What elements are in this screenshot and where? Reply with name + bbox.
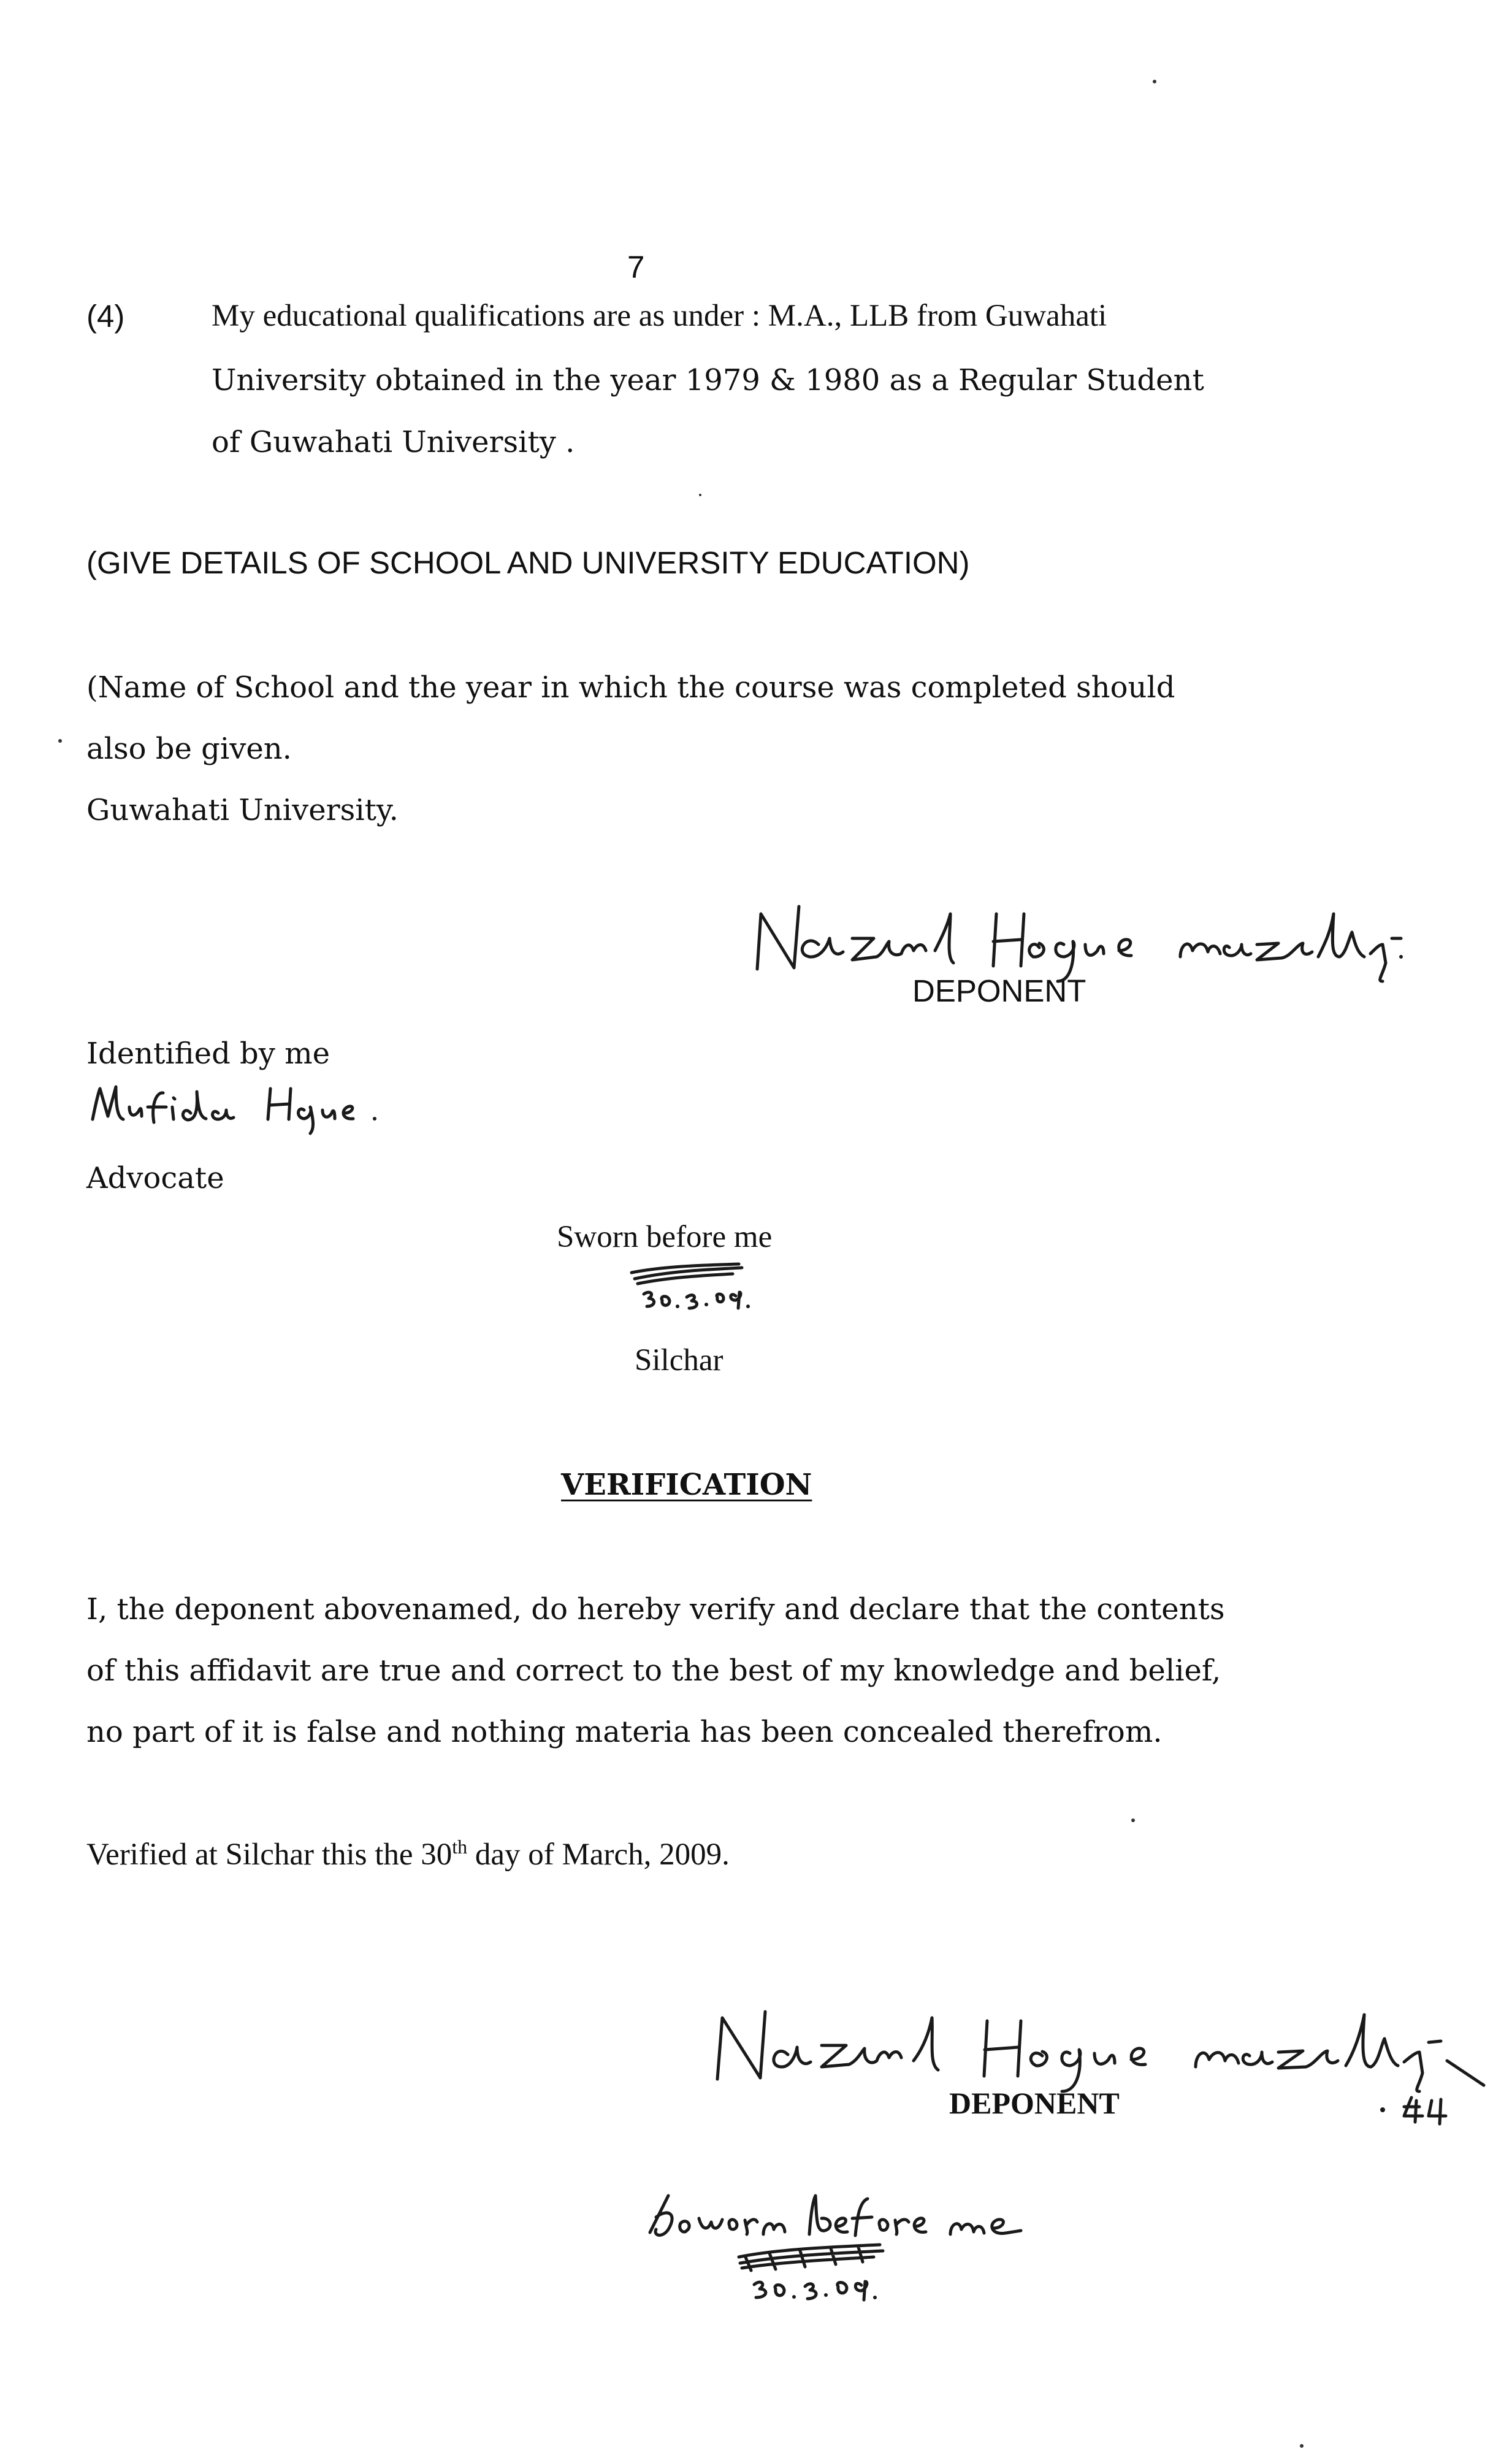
qualifications-line-2: University obtained in the year 1979 & 1980 as a Regular Student — [212, 363, 1204, 397]
scan-speck — [58, 739, 62, 743]
verified-day: 30 — [421, 1837, 452, 1872]
sworn-before-label: Sworn before me — [557, 1220, 773, 1254]
verified-day-suffix: th — [452, 1836, 468, 1858]
annotation-marks — [1373, 2082, 1484, 2131]
scan-speck — [699, 494, 701, 496]
school-name: Guwahati University. — [86, 793, 399, 827]
scan-speck — [1153, 80, 1156, 83]
handwritten-sworn-text — [674, 2208, 679, 2209]
scan-speck — [1131, 1818, 1135, 1822]
verification-line-3: no part of it is false and nothing materia has been concealed therefrom. — [86, 1715, 1163, 1749]
verified-date-line — [86, 1837, 730, 1871]
instruction-note-line-1: (Name of School and the year in which the course was completed should — [86, 670, 1175, 705]
verified-rest: day of March, 2009. — [475, 1837, 730, 1872]
qualifications-line-3: of Guwahati University . — [212, 425, 575, 459]
verified-prefix: Verified at Silchar this the — [86, 1837, 413, 1872]
qualifications-line-1: My educational qualifications are as under : M.A., LLB from Guwahati — [212, 299, 1107, 333]
deponent-signature-text — [797, 920, 803, 921]
oath-date-scrawl — [625, 1260, 785, 1316]
final-date-scrawl — [733, 2239, 917, 2306]
item-number: (4) — [86, 299, 125, 334]
handwritten-sworn-before-me — [644, 2180, 1024, 2248]
advocate-label: Advocate — [86, 1161, 224, 1195]
verification-heading: VERIFICATION — [561, 1468, 812, 1502]
advocate-signature — [86, 1079, 430, 1135]
instruction-note-line-2: also be given. — [86, 732, 292, 766]
verification-line-2: of this affidavit are true and correct to the best of my knowledge and belief, — [86, 1653, 1221, 1688]
page-number: 7 — [627, 250, 645, 285]
final-deponent-label: DEPONENT — [949, 2086, 1120, 2120]
deponent-label: DEPONENT — [912, 973, 1086, 1008]
deponent-signature — [751, 895, 1499, 987]
identified-by-label: Identified by me — [86, 1036, 330, 1071]
verification-line-1: I, the deponent abovenamed, do hereby verify and declare that the contents — [86, 1592, 1225, 1627]
oath-place: Silchar — [635, 1343, 724, 1378]
details-heading: (GIVE DETAILS OF SCHOOL AND UNIVERSITY EDUCATION) — [86, 545, 970, 580]
final-signature-text — [797, 2036, 803, 2037]
scan-speck — [1300, 2444, 1304, 2448]
